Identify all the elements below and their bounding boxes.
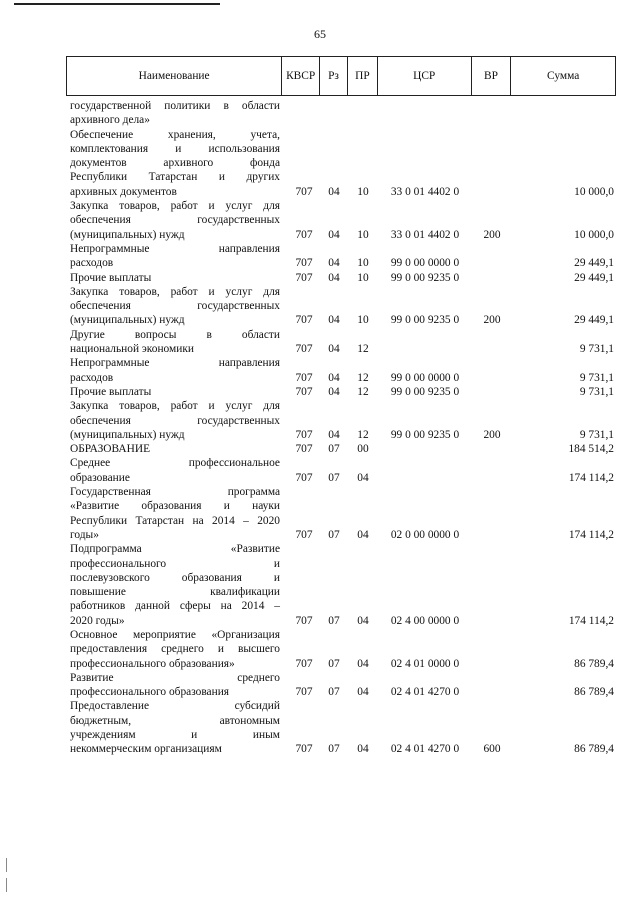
cell-rz: 04	[328, 428, 340, 441]
row-name-line: Республики Татарстан на 2014 – 2020	[70, 514, 280, 527]
table-row	[66, 442, 616, 456]
row-name-line: повышение квалификации	[70, 586, 280, 599]
cell-pr: 04	[357, 657, 369, 670]
cell-kvsr: 707	[295, 271, 313, 284]
cell-sum: 10 000,0	[574, 185, 614, 198]
cell-sum: 184 514,2	[568, 443, 614, 456]
cell-csr: 02 0 00 0000 0	[390, 528, 460, 541]
cell-rz: 04	[328, 185, 340, 198]
cell-csr: 99 0 00 9235 0	[390, 314, 460, 327]
row-name-line: (муниципальных) нужд	[70, 228, 185, 241]
row-name	[66, 385, 282, 399]
margin-mark	[6, 858, 7, 872]
cell-pr: 10	[357, 257, 369, 270]
table-row	[66, 356, 616, 385]
header-name: Наименование	[67, 57, 282, 95]
table-body	[66, 99, 616, 757]
cell-vr: 200	[483, 228, 501, 241]
cell-pr: 10	[357, 185, 369, 198]
row-name-line: архивного дела»	[70, 114, 150, 127]
cell-csr: 02 4 01 0000 0	[390, 657, 460, 670]
row-name-line: Подпрограмма «Развитие	[70, 543, 280, 556]
cell-csr: 02 4 01 4270 0	[390, 686, 460, 699]
row-name	[66, 628, 282, 671]
row-name-line: Государственная программа	[70, 486, 280, 499]
row-name-line: Прочие выплаты	[70, 385, 152, 398]
cell-kvsr: 707	[295, 471, 313, 484]
row-name-line: Предоставление субсидий	[70, 700, 280, 713]
cell-pr: 04	[357, 471, 369, 484]
cell-kvsr: 707	[295, 657, 313, 670]
row-name-line: государственной политики в области	[70, 100, 280, 112]
cell-kvsr: 707	[295, 314, 313, 327]
row-name	[66, 271, 282, 285]
cell-rz: 07	[328, 443, 340, 456]
cell-rz: 04	[328, 385, 340, 398]
cell-pr: 04	[357, 528, 369, 541]
cell-sum: 174 114,2	[568, 614, 614, 627]
row-name-line: комплектования и использования	[70, 142, 280, 155]
table-row	[66, 385, 616, 399]
row-name-line: некоммерческим организациям	[70, 743, 222, 756]
cell-sum: 174 114,2	[568, 528, 614, 541]
row-name-line: образование	[70, 471, 130, 484]
cell-sum: 29 449,1	[574, 271, 614, 284]
row-name-line: национальной экономики	[70, 343, 194, 356]
cell-kvsr: 707	[295, 743, 313, 756]
row-name-line: учреждениям и иным	[70, 729, 280, 742]
cell-kvsr: 707	[295, 343, 313, 356]
header-vr: ВР	[472, 57, 512, 95]
row-name	[66, 328, 282, 357]
cell-csr: 02 4 00 0000 0	[390, 614, 460, 627]
cell-csr: 33 0 01 4402 0	[390, 228, 460, 241]
cell-pr: 12	[357, 371, 369, 384]
cell-sum: 86 789,4	[574, 743, 614, 756]
cell-rz: 04	[328, 314, 340, 327]
table-row	[66, 128, 616, 199]
row-name-line: Развитие среднего	[70, 671, 280, 684]
row-name	[66, 128, 282, 199]
header-csr: ЦСР	[378, 57, 472, 95]
cell-kvsr: 707	[295, 228, 313, 241]
cell-kvsr: 707	[295, 385, 313, 398]
cell-kvsr: 707	[295, 686, 313, 699]
cell-csr: 99 0 00 0000 0	[390, 257, 460, 270]
table-row	[66, 242, 616, 271]
cell-pr: 10	[357, 271, 369, 284]
table-row	[66, 399, 616, 442]
row-name-line: «Развитие образования и науки	[70, 500, 280, 513]
cell-sum: 86 789,4	[574, 657, 614, 670]
cell-pr: 04	[357, 686, 369, 699]
table-row	[66, 271, 616, 285]
cell-kvsr: 707	[295, 528, 313, 541]
cell-csr: 99 0 00 9235 0	[390, 271, 460, 284]
row-name-line: предоставления среднего и высшего	[70, 643, 280, 656]
cell-rz: 04	[328, 343, 340, 356]
row-name-line: Прочие выплаты	[70, 271, 152, 284]
cell-rz: 07	[328, 743, 340, 756]
cell-sum: 9 731,1	[579, 385, 614, 398]
row-name	[66, 356, 282, 385]
row-name-line: Обеспечение хранения, учета,	[70, 128, 280, 141]
table-header	[66, 56, 616, 96]
row-name-line: архивных документов	[70, 185, 177, 198]
row-name-line: (муниципальных) нужд	[70, 314, 185, 327]
cell-kvsr: 707	[295, 614, 313, 627]
table-row	[66, 328, 616, 357]
cell-pr: 04	[357, 614, 369, 627]
cell-rz: 07	[328, 528, 340, 541]
margin-mark	[6, 878, 7, 892]
cell-rz: 07	[328, 657, 340, 670]
row-name	[66, 99, 282, 128]
cell-vr: 200	[483, 428, 501, 441]
cell-rz: 07	[328, 614, 340, 627]
cell-sum: 9 731,1	[579, 371, 614, 384]
header-rz: Рз	[320, 57, 348, 95]
row-name-line: Непрограммные направления	[70, 357, 280, 370]
cell-pr: 12	[357, 428, 369, 441]
row-name-line: послевузовского образования и	[70, 571, 280, 584]
cell-csr: 99 0 00 9235 0	[390, 428, 460, 441]
row-name-line: работников данной сферы на 2014 –	[70, 600, 280, 613]
row-name-line: профессионального образования	[70, 686, 230, 699]
table-row	[66, 542, 616, 628]
row-name-line: ОБРАЗОВАНИЕ	[70, 443, 151, 456]
cell-rz: 07	[328, 471, 340, 484]
table-row	[66, 485, 616, 542]
cell-sum: 9 731,1	[579, 428, 614, 441]
row-name-line: обеспечения государственных	[70, 300, 280, 313]
cell-vr: 600	[483, 743, 501, 756]
row-name-line: 2020 годы»	[70, 614, 125, 627]
row-name-line: расходов	[70, 371, 114, 384]
cell-kvsr: 707	[295, 371, 313, 384]
row-name-line: Республики Татарстан и других	[70, 171, 280, 184]
row-name	[66, 671, 282, 700]
cell-csr: 99 0 00 9235 0	[390, 385, 460, 398]
table-row	[66, 456, 616, 485]
row-name	[66, 242, 282, 271]
cell-csr: 99 0 00 0000 0	[390, 371, 460, 384]
row-name-line: обеспечения государственных	[70, 414, 280, 427]
row-name-line: бюджетным, автономным	[70, 714, 280, 727]
top-rule	[14, 3, 220, 5]
row-name-line: Закупка товаров, работ и услуг для	[70, 200, 280, 213]
cell-pr: 00	[357, 443, 369, 456]
row-name-line: профессионального образования»	[70, 657, 235, 670]
table-row	[66, 199, 616, 242]
cell-kvsr: 707	[295, 185, 313, 198]
row-name	[66, 542, 282, 628]
cell-pr: 12	[357, 343, 369, 356]
cell-rz: 07	[328, 686, 340, 699]
row-name-line: (муниципальных) нужд	[70, 428, 185, 441]
row-name	[66, 399, 282, 442]
row-name-line: Закупка товаров, работ и услуг для	[70, 400, 280, 413]
cell-sum: 10 000,0	[574, 228, 614, 241]
row-name	[66, 485, 282, 542]
cell-sum: 29 449,1	[574, 314, 614, 327]
row-name-line: документов архивного фонда	[70, 157, 280, 170]
cell-rz: 04	[328, 371, 340, 384]
cell-pr: 10	[357, 314, 369, 327]
row-name-line: Среднее профессиональное	[70, 457, 280, 470]
cell-csr: 02 4 01 4270 0	[390, 743, 460, 756]
row-name-line: годы»	[70, 528, 99, 541]
row-name-line: обеспечения государственных	[70, 214, 280, 227]
table-row	[66, 671, 616, 700]
cell-kvsr: 707	[295, 257, 313, 270]
row-name-line: Непрограммные направления	[70, 242, 280, 255]
cell-sum: 86 789,4	[574, 686, 614, 699]
table-row	[66, 99, 616, 128]
table-row	[66, 285, 616, 328]
cell-rz: 04	[328, 228, 340, 241]
row-name	[66, 199, 282, 242]
cell-rz: 04	[328, 271, 340, 284]
cell-rz: 04	[328, 257, 340, 270]
page-number: 65	[314, 27, 326, 41]
cell-pr: 12	[357, 385, 369, 398]
cell-sum: 174 114,2	[568, 471, 614, 484]
cell-csr: 33 0 01 4402 0	[390, 185, 460, 198]
header-kvsr: КВСР	[282, 57, 320, 95]
cell-kvsr: 707	[295, 428, 313, 441]
cell-sum: 9 731,1	[579, 343, 614, 356]
row-name-line: расходов	[70, 257, 114, 270]
row-name	[66, 456, 282, 485]
cell-kvsr: 707	[295, 443, 313, 456]
cell-sum: 29 449,1	[574, 257, 614, 270]
row-name	[66, 699, 282, 756]
cell-pr: 10	[357, 228, 369, 241]
row-name-line: Другие вопросы в области	[70, 328, 280, 341]
cell-pr: 04	[357, 743, 369, 756]
table-row	[66, 628, 616, 671]
row-name-line: Основное мероприятие «Организация	[70, 628, 280, 641]
cell-vr: 200	[483, 314, 501, 327]
table-row	[66, 699, 616, 756]
row-name	[66, 442, 282, 456]
header-pr: ПР	[348, 57, 378, 95]
row-name	[66, 285, 282, 328]
row-name-line: Закупка товаров, работ и услуг для	[70, 285, 280, 298]
header-sum: Сумма	[547, 70, 580, 82]
row-name-line: профессионального и	[70, 557, 280, 570]
